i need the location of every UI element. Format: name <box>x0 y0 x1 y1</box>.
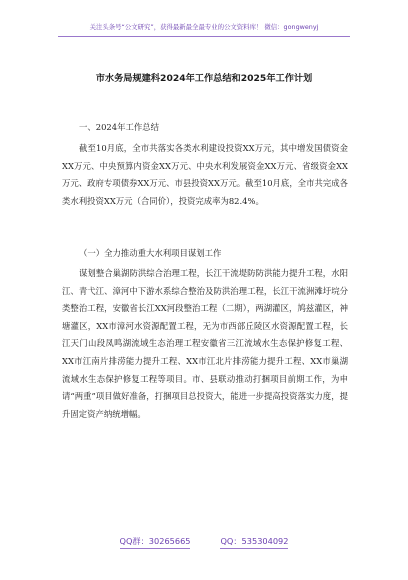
footer-gap <box>190 543 220 544</box>
footer-contact <box>0 536 408 549</box>
header-banner: 关注头条号“公文研究”，获得最新最全最专业的公文资料库！ 微信：gongwenyj <box>89 23 319 31</box>
header-divider <box>58 36 350 37</box>
document-title: 市水务局规建科2024年工作总结和2025年工作计划 <box>95 73 313 84</box>
section-heading: 一、2024年工作总结 <box>79 122 159 132</box>
footer-qq-group: QQ群：30265665 <box>120 536 191 549</box>
sub-heading: （一）全力推动重大水利项目谋划工作 <box>79 248 222 258</box>
paragraph-summary: 截至10月底，全市共落实各类水利建设投资XX万元，其中增发国债资金XX万元、中央预算内资金XX万元、中央水利发展资金XX万元、省级资金XX万元、政府专项债券XX万元、市县投资XX万元。截至10月底，全市共完成各类水利投资XX万元（合同价），投资完成率为82.4%。 <box>62 143 348 206</box>
footer-qq: QQ：535304092 <box>220 536 288 549</box>
paragraph-projects: 谋划整合巢湖防洪综合治理工程，长江干流堤防防洪能力提升工程，水阳江、青弋江、漳河中下游水系综合整治及防洪治理工程，长江干流洲滩圩垸分类整治工程，安徽省长江XX河段整治工程（二期），两湖灌区，鸠兹灌区，神塘灌区，XX市漳河水资源配置工程，无为市西部丘陵区水资源配置工程，长江天门山段凤鸣湖流域生态治理工程安徽省三江流域水生态保护修复工程、XX市江南片排涝能力提升工程、XX市江北片排涝能力提升工程、XX市巢湖流域水生态保护修复工程等项目。市、县联动推动打捆项目前期工作，为申请“两重”项目做好准备，打捆项目总投资大，能进一步提高投资落实力度，提升固定资产纳统增幅。 <box>62 268 348 419</box>
